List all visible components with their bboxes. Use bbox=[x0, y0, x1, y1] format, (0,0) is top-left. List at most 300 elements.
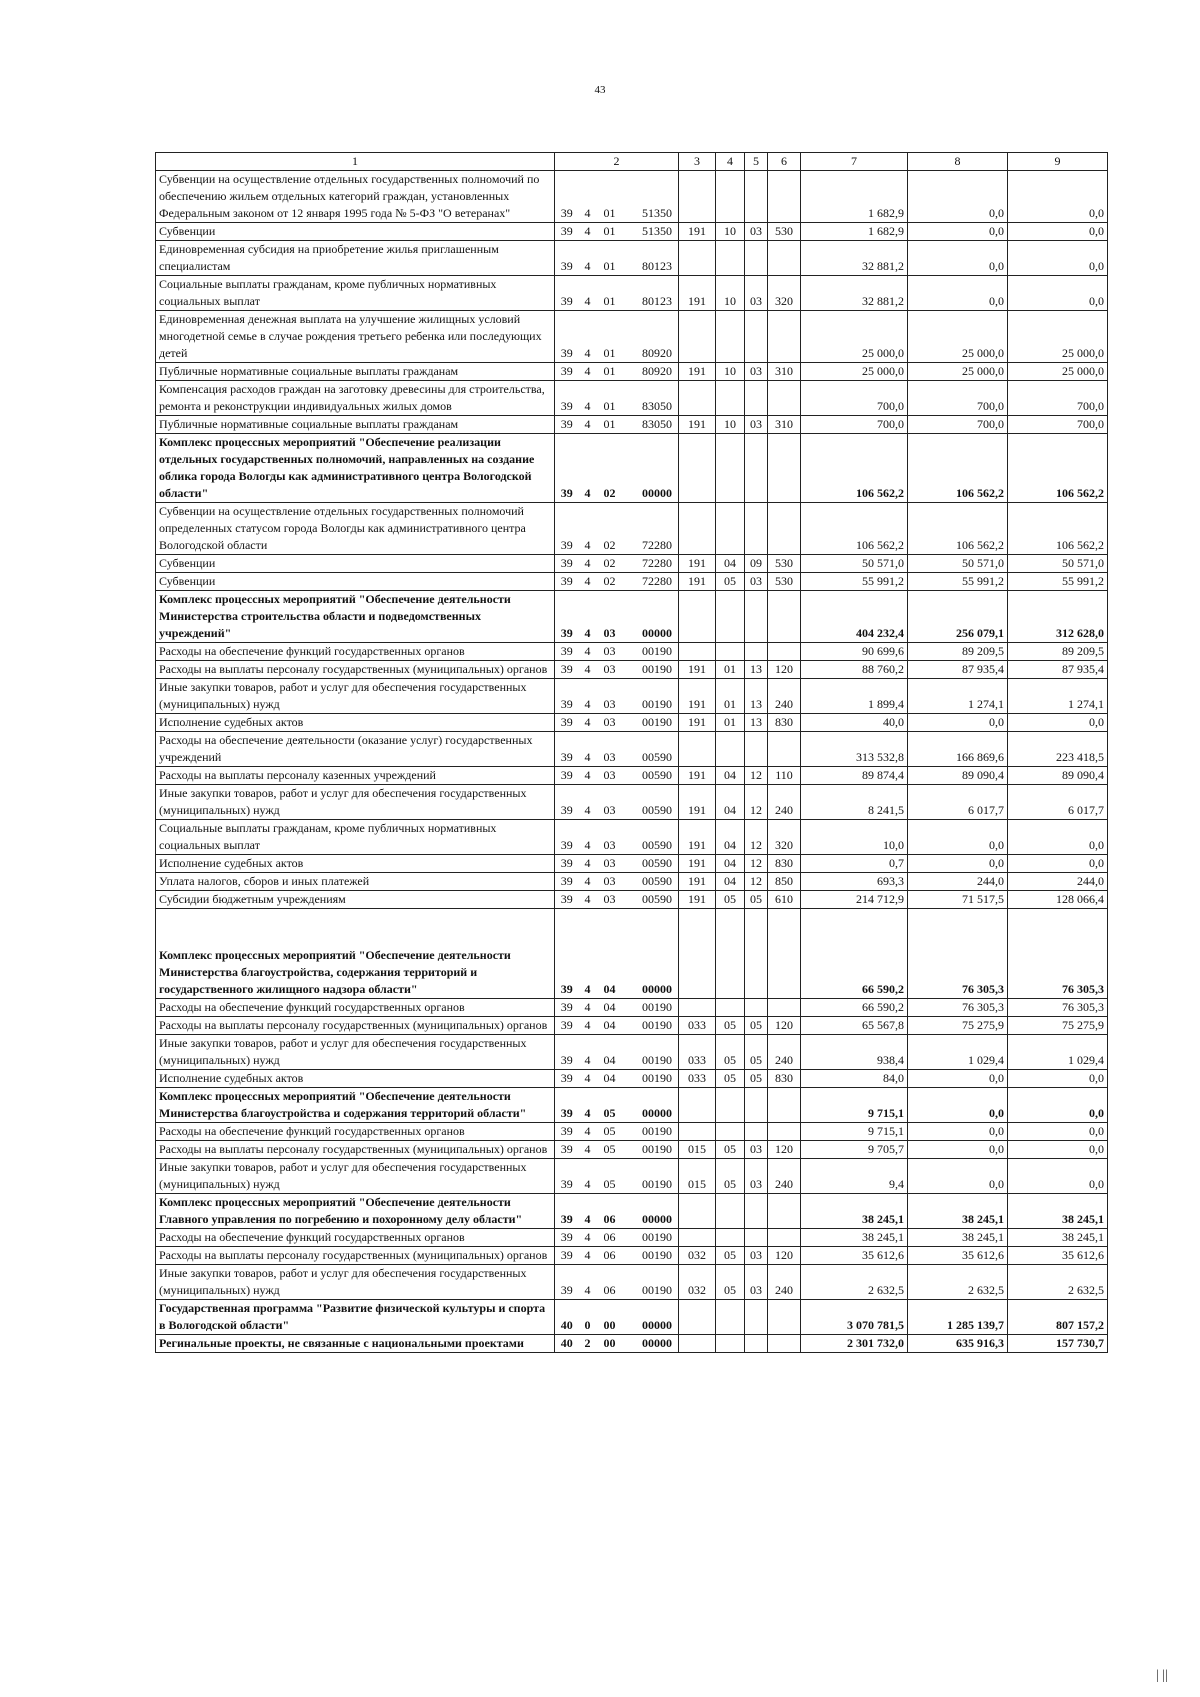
table-row bbox=[156, 555, 1108, 573]
code-part-4: 00190 bbox=[623, 1265, 679, 1300]
code-part-1: 39 bbox=[555, 1035, 579, 1070]
code-part-4: 00190 bbox=[623, 1035, 679, 1070]
code-part-4: 00190 bbox=[623, 714, 679, 732]
code-part-4: 00000 bbox=[623, 1194, 679, 1229]
col-9-value: 0,0 bbox=[1008, 276, 1108, 311]
col-5-value: 12 bbox=[745, 785, 768, 820]
table-row bbox=[156, 416, 1108, 434]
code-part-4: 00190 bbox=[623, 1141, 679, 1159]
code-part-1: 39 bbox=[555, 767, 579, 785]
code-part-4: 80920 bbox=[623, 363, 679, 381]
col-8-value: 0,0 bbox=[908, 820, 1008, 855]
code-part-2: 4 bbox=[579, 591, 597, 643]
code-part-2: 4 bbox=[579, 643, 597, 661]
col-8-value: 2 632,5 bbox=[908, 1265, 1008, 1300]
col-5-value: 12 bbox=[745, 820, 768, 855]
col-9-value: 0,0 bbox=[1008, 820, 1108, 855]
col-8-value: 635 916,3 bbox=[908, 1335, 1008, 1353]
code-part-1: 39 bbox=[555, 223, 579, 241]
code-part-1: 39 bbox=[555, 1070, 579, 1088]
col-3-value bbox=[679, 999, 716, 1017]
col-9-value: 106 562,2 bbox=[1008, 434, 1108, 503]
col-8-value: 0,0 bbox=[908, 276, 1008, 311]
col-3-value: 191 bbox=[679, 276, 716, 311]
code-part-1: 39 bbox=[555, 661, 579, 679]
col-7-value: 2 632,5 bbox=[801, 1265, 908, 1300]
table-row bbox=[156, 891, 1108, 909]
col-3-value: 015 bbox=[679, 1159, 716, 1194]
col-9-value: 25 000,0 bbox=[1008, 363, 1108, 381]
col-1-header: 1 bbox=[156, 153, 555, 171]
col-5-value bbox=[745, 999, 768, 1017]
table-row bbox=[156, 855, 1108, 873]
table-row bbox=[156, 1017, 1108, 1035]
table-row bbox=[156, 1265, 1108, 1300]
col-3-value: 191 bbox=[679, 891, 716, 909]
row-name: Компенсация расходов граждан на заготовку древесины для строительства, ремонта и реконструкции индивидуальных жилых домов bbox=[156, 381, 555, 416]
col-6-value: 530 bbox=[768, 573, 801, 591]
col-9-value: 2 632,5 bbox=[1008, 1265, 1108, 1300]
code-part-4: 51350 bbox=[623, 171, 679, 223]
col-7-value: 32 881,2 bbox=[801, 241, 908, 276]
table-row bbox=[156, 643, 1108, 661]
code-part-1: 39 bbox=[555, 503, 579, 555]
col-6-value: 830 bbox=[768, 1070, 801, 1088]
table-row bbox=[156, 434, 1108, 503]
col-4-value: 05 bbox=[716, 1035, 745, 1070]
code-part-1: 39 bbox=[555, 416, 579, 434]
code-part-4: 00590 bbox=[623, 873, 679, 891]
code-part-3: 05 bbox=[597, 1123, 623, 1141]
col-8-value: 50 571,0 bbox=[908, 555, 1008, 573]
col-4-value bbox=[716, 909, 745, 999]
table-row bbox=[156, 820, 1108, 855]
code-part-4: 51350 bbox=[623, 223, 679, 241]
code-part-3: 03 bbox=[597, 820, 623, 855]
col-8-value: 76 305,3 bbox=[908, 909, 1008, 999]
code-part-2: 4 bbox=[579, 573, 597, 591]
row-name: Расходы на выплаты персоналу государственных (муниципальных) органов bbox=[156, 1247, 555, 1265]
page-number: 43 bbox=[594, 84, 606, 96]
col-7-value: 106 562,2 bbox=[801, 503, 908, 555]
col-3-value bbox=[679, 311, 716, 363]
code-part-4: 00190 bbox=[623, 1017, 679, 1035]
col-3-value bbox=[679, 1229, 716, 1247]
row-name: Расходы на обеспечение функций государственных органов bbox=[156, 643, 555, 661]
col-3-value bbox=[679, 732, 716, 767]
code-part-1: 40 bbox=[555, 1300, 579, 1335]
code-part-2: 4 bbox=[579, 1017, 597, 1035]
code-part-1: 39 bbox=[555, 573, 579, 591]
col-5-value bbox=[745, 1194, 768, 1229]
row-name: Субсидии бюджетным учреждениям bbox=[156, 891, 555, 909]
col-8-value: 89 209,5 bbox=[908, 643, 1008, 661]
code-part-1: 39 bbox=[555, 1229, 579, 1247]
col-3-value: 191 bbox=[679, 573, 716, 591]
row-name: Иные закупки товаров, работ и услуг для обеспечения государственных (муниципальных) нужд bbox=[156, 785, 555, 820]
col-5-value: 03 bbox=[745, 276, 768, 311]
col-8-header: 8 bbox=[908, 153, 1008, 171]
col-3-value: 191 bbox=[679, 820, 716, 855]
col-4-value bbox=[716, 1123, 745, 1141]
col-8-value: 71 517,5 bbox=[908, 891, 1008, 909]
code-part-1: 39 bbox=[555, 381, 579, 416]
code-part-2: 4 bbox=[579, 1247, 597, 1265]
row-name: Регинальные проекты, не связанные с национальными проектами bbox=[156, 1335, 555, 1353]
code-part-2: 4 bbox=[579, 311, 597, 363]
col-8-value: 1 285 139,7 bbox=[908, 1300, 1008, 1335]
col-7-value: 3 070 781,5 bbox=[801, 1300, 908, 1335]
code-part-3: 03 bbox=[597, 591, 623, 643]
col-8-value: 38 245,1 bbox=[908, 1229, 1008, 1247]
code-part-2: 4 bbox=[579, 732, 597, 767]
code-part-4: 00000 bbox=[623, 434, 679, 503]
col-3-value: 191 bbox=[679, 223, 716, 241]
col-9-value: 700,0 bbox=[1008, 416, 1108, 434]
col-6-value: 530 bbox=[768, 555, 801, 573]
row-name: Расходы на обеспечение функций государственных органов bbox=[156, 1229, 555, 1247]
col-5-value bbox=[745, 1088, 768, 1123]
table-row bbox=[156, 311, 1108, 363]
row-name: Расходы на выплаты персоналу казенных учреждений bbox=[156, 767, 555, 785]
row-name: Уплата налогов, сборов и иных платежей bbox=[156, 873, 555, 891]
col-7-value: 25 000,0 bbox=[801, 311, 908, 363]
col-4-value: 04 bbox=[716, 767, 745, 785]
code-part-1: 39 bbox=[555, 1159, 579, 1194]
col-6-value bbox=[768, 381, 801, 416]
col-4-value bbox=[716, 1088, 745, 1123]
col-8-value: 89 090,4 bbox=[908, 767, 1008, 785]
col-3-value bbox=[679, 1194, 716, 1229]
col-5-value bbox=[745, 503, 768, 555]
row-name: Комплекс процессных мероприятий "Обеспечение деятельности Министерства строительства области и подведомственных учреждений" bbox=[156, 591, 555, 643]
col-3-value: 191 bbox=[679, 767, 716, 785]
col-3-value: 033 bbox=[679, 1035, 716, 1070]
col-4-value bbox=[716, 241, 745, 276]
col-4-value bbox=[716, 1335, 745, 1353]
col-4-value: 05 bbox=[716, 1070, 745, 1088]
col-5-value: 12 bbox=[745, 873, 768, 891]
col-6-value bbox=[768, 171, 801, 223]
table-row bbox=[156, 381, 1108, 416]
col-8-value: 106 562,2 bbox=[908, 434, 1008, 503]
code-part-2: 4 bbox=[579, 820, 597, 855]
code-part-2: 4 bbox=[579, 1123, 597, 1141]
code-part-2: 4 bbox=[579, 1265, 597, 1300]
col-5-value bbox=[745, 1300, 768, 1335]
code-part-2: 4 bbox=[579, 555, 597, 573]
code-part-4: 00000 bbox=[623, 1088, 679, 1123]
col-9-value: 76 305,3 bbox=[1008, 999, 1108, 1017]
table-row bbox=[156, 1194, 1108, 1229]
code-part-4: 72280 bbox=[623, 573, 679, 591]
col-9-value: 0,0 bbox=[1008, 1070, 1108, 1088]
table-row bbox=[156, 363, 1108, 381]
col-4-value: 04 bbox=[716, 820, 745, 855]
col-7-value: 25 000,0 bbox=[801, 363, 908, 381]
col-5-value bbox=[745, 909, 768, 999]
col-6-value bbox=[768, 1300, 801, 1335]
code-part-1: 40 bbox=[555, 1335, 579, 1353]
col-7-value: 2 301 732,0 bbox=[801, 1335, 908, 1353]
table-row bbox=[156, 1123, 1108, 1141]
col-5-value: 12 bbox=[745, 855, 768, 873]
col-8-value: 0,0 bbox=[908, 714, 1008, 732]
col-6-value: 610 bbox=[768, 891, 801, 909]
col-8-value: 0,0 bbox=[908, 1088, 1008, 1123]
code-part-3: 06 bbox=[597, 1247, 623, 1265]
code-part-4: 00590 bbox=[623, 785, 679, 820]
code-part-3: 01 bbox=[597, 241, 623, 276]
col-6-value bbox=[768, 434, 801, 503]
table-row bbox=[156, 1247, 1108, 1265]
row-name: Расходы на обеспечение функций государственных органов bbox=[156, 999, 555, 1017]
col-4-value: 05 bbox=[716, 1265, 745, 1300]
col-5-value: 03 bbox=[745, 416, 768, 434]
table-row bbox=[156, 276, 1108, 311]
col-4-value: 05 bbox=[716, 891, 745, 909]
col-6-value bbox=[768, 591, 801, 643]
col-9-value: 1 029,4 bbox=[1008, 1035, 1108, 1070]
row-name: Субвенции bbox=[156, 555, 555, 573]
col-7-value: 9 715,1 bbox=[801, 1088, 908, 1123]
row-name: Единовременная денежная выплата на улучшение жилищных условий многодетной семье в случае рождения третьего ребенка или последующих детей bbox=[156, 311, 555, 363]
col-9-value: 106 562,2 bbox=[1008, 503, 1108, 555]
code-part-2: 2 bbox=[579, 1335, 597, 1353]
col-9-value: 50 571,0 bbox=[1008, 555, 1108, 573]
code-part-3: 03 bbox=[597, 873, 623, 891]
code-part-1: 39 bbox=[555, 434, 579, 503]
col-5-value bbox=[745, 434, 768, 503]
row-name: Субвенции bbox=[156, 573, 555, 591]
col-7-value: 38 245,1 bbox=[801, 1194, 908, 1229]
code-part-3: 02 bbox=[597, 573, 623, 591]
code-part-4: 00190 bbox=[623, 1123, 679, 1141]
table-row bbox=[156, 1335, 1108, 1353]
col-9-value: 0,0 bbox=[1008, 714, 1108, 732]
code-part-2: 4 bbox=[579, 679, 597, 714]
code-part-4: 80123 bbox=[623, 241, 679, 276]
col-9-value: 157 730,7 bbox=[1008, 1335, 1108, 1353]
code-part-1: 39 bbox=[555, 241, 579, 276]
col-5-value bbox=[745, 1123, 768, 1141]
col-7-value: 313 532,8 bbox=[801, 732, 908, 767]
code-part-2: 4 bbox=[579, 909, 597, 999]
col-6-value: 240 bbox=[768, 1035, 801, 1070]
code-part-2: 4 bbox=[579, 1159, 597, 1194]
col-2-header: 2 bbox=[555, 153, 679, 171]
budget-table bbox=[155, 152, 1108, 1353]
col-7-value: 50 571,0 bbox=[801, 555, 908, 573]
col-9-value: 38 245,1 bbox=[1008, 1194, 1108, 1229]
col-6-value bbox=[768, 311, 801, 363]
code-part-1: 39 bbox=[555, 714, 579, 732]
col-5-value: 05 bbox=[745, 1017, 768, 1035]
col-4-value: 10 bbox=[716, 416, 745, 434]
table-row bbox=[156, 909, 1108, 999]
code-part-1: 39 bbox=[555, 1265, 579, 1300]
col-6-value bbox=[768, 643, 801, 661]
col-3-value bbox=[679, 1123, 716, 1141]
col-6-value bbox=[768, 1194, 801, 1229]
code-part-2: 4 bbox=[579, 223, 597, 241]
col-9-value: 0,0 bbox=[1008, 171, 1108, 223]
col-4-value: 01 bbox=[716, 679, 745, 714]
code-part-3: 00 bbox=[597, 1300, 623, 1335]
col-9-value: 89 090,4 bbox=[1008, 767, 1108, 785]
code-part-4: 00590 bbox=[623, 891, 679, 909]
col-7-value: 700,0 bbox=[801, 381, 908, 416]
col-5-value: 03 bbox=[745, 1159, 768, 1194]
table-row bbox=[156, 714, 1108, 732]
col-4-value bbox=[716, 1229, 745, 1247]
col-9-value: 0,0 bbox=[1008, 1159, 1108, 1194]
code-part-4: 00190 bbox=[623, 661, 679, 679]
code-part-3: 05 bbox=[597, 1141, 623, 1159]
row-name: Расходы на выплаты персоналу государственных (муниципальных) органов bbox=[156, 1141, 555, 1159]
row-name: Исполнение судебных актов bbox=[156, 855, 555, 873]
code-part-2: 4 bbox=[579, 661, 597, 679]
col-8-value: 6 017,7 bbox=[908, 785, 1008, 820]
column-number-row bbox=[156, 153, 1108, 171]
col-7-value: 10,0 bbox=[801, 820, 908, 855]
col-9-value: 6 017,7 bbox=[1008, 785, 1108, 820]
code-part-2: 4 bbox=[579, 767, 597, 785]
col-7-value: 66 590,2 bbox=[801, 999, 908, 1017]
col-9-value: 0,0 bbox=[1008, 241, 1108, 276]
code-part-1: 39 bbox=[555, 1194, 579, 1229]
code-part-4: 00590 bbox=[623, 732, 679, 767]
col-5-value: 05 bbox=[745, 1070, 768, 1088]
col-3-value: 191 bbox=[679, 679, 716, 714]
col-7-header: 7 bbox=[801, 153, 908, 171]
col-8-value: 38 245,1 bbox=[908, 1194, 1008, 1229]
col-5-value: 03 bbox=[745, 1247, 768, 1265]
col-4-value bbox=[716, 381, 745, 416]
code-part-2: 4 bbox=[579, 1229, 597, 1247]
code-part-1: 39 bbox=[555, 732, 579, 767]
code-part-4: 00190 bbox=[623, 1159, 679, 1194]
code-part-2: 4 bbox=[579, 873, 597, 891]
code-part-1: 39 bbox=[555, 643, 579, 661]
col-3-value bbox=[679, 503, 716, 555]
code-part-3: 05 bbox=[597, 1159, 623, 1194]
col-8-value: 1 274,1 bbox=[908, 679, 1008, 714]
col-5-value bbox=[745, 591, 768, 643]
col-4-header: 4 bbox=[716, 153, 745, 171]
code-part-1: 39 bbox=[555, 311, 579, 363]
col-7-value: 32 881,2 bbox=[801, 276, 908, 311]
code-part-1: 39 bbox=[555, 363, 579, 381]
code-part-4: 00590 bbox=[623, 767, 679, 785]
code-part-1: 39 bbox=[555, 820, 579, 855]
col-6-value: 850 bbox=[768, 873, 801, 891]
col-5-value: 05 bbox=[745, 891, 768, 909]
code-part-2: 4 bbox=[579, 714, 597, 732]
col-7-value: 40,0 bbox=[801, 714, 908, 732]
code-part-3: 04 bbox=[597, 1035, 623, 1070]
row-name: Комплекс процессных мероприятий "Обеспечение реализации отдельных государственных полномочий, направленных на создание облика города Вологды как административного центра Вологодской области" bbox=[156, 434, 555, 503]
table-row bbox=[156, 661, 1108, 679]
col-6-value bbox=[768, 1088, 801, 1123]
col-4-value bbox=[716, 999, 745, 1017]
row-name: Публичные нормативные социальные выплаты гражданам bbox=[156, 363, 555, 381]
col-8-value: 87 935,4 bbox=[908, 661, 1008, 679]
code-part-3: 00 bbox=[597, 1335, 623, 1353]
col-8-value: 256 079,1 bbox=[908, 591, 1008, 643]
code-part-2: 4 bbox=[579, 1141, 597, 1159]
col-5-value: 03 bbox=[745, 1265, 768, 1300]
code-part-2: 4 bbox=[579, 503, 597, 555]
col-4-value bbox=[716, 732, 745, 767]
col-5-value: 13 bbox=[745, 661, 768, 679]
code-part-4: 00000 bbox=[623, 591, 679, 643]
col-3-value: 033 bbox=[679, 1070, 716, 1088]
col-4-value bbox=[716, 171, 745, 223]
col-3-value: 191 bbox=[679, 855, 716, 873]
col-7-value: 0,7 bbox=[801, 855, 908, 873]
code-part-3: 01 bbox=[597, 363, 623, 381]
col-7-value: 9 715,1 bbox=[801, 1123, 908, 1141]
col-8-value: 76 305,3 bbox=[908, 999, 1008, 1017]
col-4-value: 01 bbox=[716, 661, 745, 679]
code-part-3: 01 bbox=[597, 223, 623, 241]
code-part-4: 72280 bbox=[623, 503, 679, 555]
col-6-value: 240 bbox=[768, 679, 801, 714]
code-part-3: 06 bbox=[597, 1194, 623, 1229]
code-part-1: 39 bbox=[555, 591, 579, 643]
col-6-value: 830 bbox=[768, 855, 801, 873]
col-4-value: 05 bbox=[716, 1017, 745, 1035]
col-6-value bbox=[768, 909, 801, 999]
col-3-value: 191 bbox=[679, 785, 716, 820]
col-8-value: 0,0 bbox=[908, 1141, 1008, 1159]
col-9-value: 223 418,5 bbox=[1008, 732, 1108, 767]
col-6-value bbox=[768, 1123, 801, 1141]
col-5-value: 03 bbox=[745, 223, 768, 241]
col-4-value bbox=[716, 1194, 745, 1229]
code-part-1: 39 bbox=[555, 1247, 579, 1265]
row-name: Расходы на выплаты персоналу государственных (муниципальных) органов bbox=[156, 661, 555, 679]
col-3-value: 191 bbox=[679, 661, 716, 679]
col-7-value: 1 682,9 bbox=[801, 171, 908, 223]
col-6-value bbox=[768, 732, 801, 767]
row-name: Иные закупки товаров, работ и услуг для обеспечения государственных (муниципальных) нужд bbox=[156, 1159, 555, 1194]
col-9-value: 87 935,4 bbox=[1008, 661, 1108, 679]
col-6-value: 320 bbox=[768, 820, 801, 855]
col-3-value: 032 bbox=[679, 1265, 716, 1300]
row-name: Исполнение судебных актов bbox=[156, 1070, 555, 1088]
code-part-3: 02 bbox=[597, 555, 623, 573]
code-part-2: 4 bbox=[579, 434, 597, 503]
row-name: Комплекс процессных мероприятий "Обеспечение деятельности Главного управления по погребению и похоронному делу области" bbox=[156, 1194, 555, 1229]
table-row bbox=[156, 1300, 1108, 1335]
col-5-value bbox=[745, 1335, 768, 1353]
col-5-value: 03 bbox=[745, 573, 768, 591]
code-part-1: 39 bbox=[555, 873, 579, 891]
code-part-3: 02 bbox=[597, 434, 623, 503]
col-9-value: 244,0 bbox=[1008, 873, 1108, 891]
col-7-value: 700,0 bbox=[801, 416, 908, 434]
col-9-value: 89 209,5 bbox=[1008, 643, 1108, 661]
col-7-value: 65 567,8 bbox=[801, 1017, 908, 1035]
code-part-2: 4 bbox=[579, 1088, 597, 1123]
col-4-value: 04 bbox=[716, 855, 745, 873]
code-part-2: 4 bbox=[579, 171, 597, 223]
col-8-value: 106 562,2 bbox=[908, 503, 1008, 555]
col-6-value: 110 bbox=[768, 767, 801, 785]
code-part-4: 00590 bbox=[623, 855, 679, 873]
